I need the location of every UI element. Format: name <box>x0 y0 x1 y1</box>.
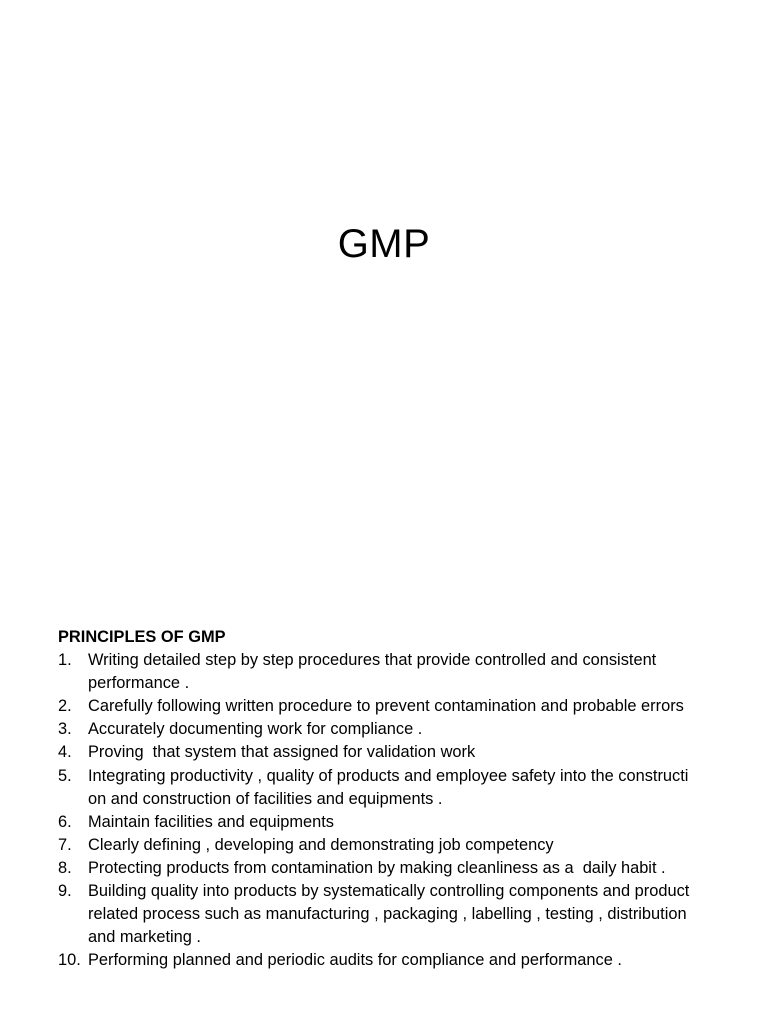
list-item <box>58 880 748 949</box>
list-item <box>58 765 748 811</box>
list-item-text: Proving that system that assigned for validation work <box>88 743 476 762</box>
list-item-number: 3. <box>58 720 72 739</box>
principles-heading: PRINCIPLES OF GMP <box>58 628 226 646</box>
list-item-text: Performing planned and periodic audits for compliance and performance . <box>88 951 622 970</box>
list-item-text: Clearly defining , developing and demonstrating job competency <box>88 835 554 854</box>
list-item-number: 1. <box>58 651 72 670</box>
list-item <box>58 857 748 880</box>
list-item-number: 4. <box>58 743 72 762</box>
principles-list <box>58 649 748 972</box>
list-item-number: 5. <box>58 766 72 785</box>
list-item-text: Integrating productivity , quality of products and employee safety into the constructi on and construction of facilities and equipments . <box>88 766 689 808</box>
list-item-text: Protecting products from contamination by making cleanliness as a daily habit . <box>88 858 666 877</box>
list-item-number: 8. <box>58 858 72 877</box>
list-item-number: 9. <box>58 882 72 901</box>
list-item-number: 7. <box>58 835 72 854</box>
list-item <box>58 649 748 695</box>
page-title: GMP <box>337 222 431 266</box>
list-item-text: Accurately documenting work for compliance . <box>88 720 423 739</box>
list-item <box>58 741 748 764</box>
list-item-number: 10. <box>58 951 81 970</box>
list-item <box>58 834 748 857</box>
list-item-text: Maintain facilities and equipments <box>88 812 334 831</box>
list-item <box>58 949 748 972</box>
list-item <box>58 718 748 741</box>
list-item <box>58 695 748 718</box>
list-item-text: Writing detailed step by step procedures that provide controlled and consistent performance . <box>88 651 657 693</box>
list-item-text: Building quality into products by systematically controlling components and product related process such as manufacturing , packaging , labelling , testing , distribution and marketing . <box>88 882 690 947</box>
list-item-number: 2. <box>58 697 72 716</box>
list-item-number: 6. <box>58 812 72 831</box>
principles-section <box>58 626 748 972</box>
list-item-text: Carefully following written procedure to prevent contamination and probable errors <box>88 697 684 716</box>
list-item <box>58 811 748 834</box>
